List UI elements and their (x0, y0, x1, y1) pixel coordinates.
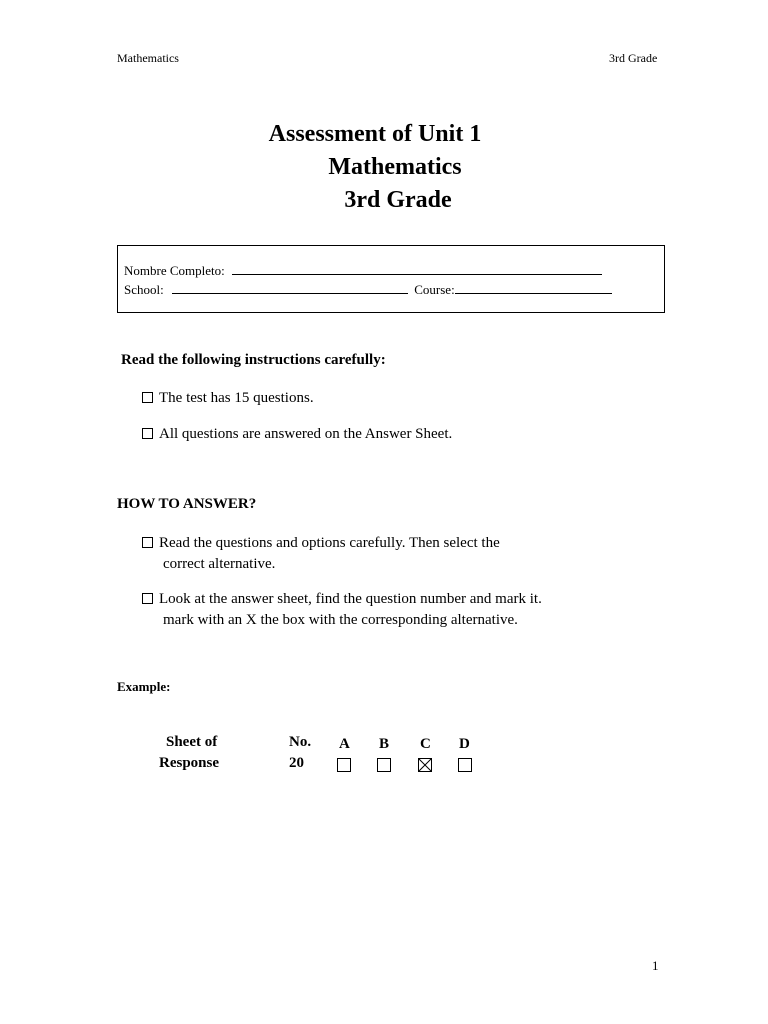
number-label: No. (289, 734, 312, 750)
x-mark-icon (419, 759, 431, 771)
school-course-row (124, 281, 612, 298)
how-item-2: Look at the answer sheet, find the question number and mark it. (142, 591, 542, 608)
option-label-b: B (379, 736, 390, 752)
sheet-label-line-2: Response (159, 755, 220, 771)
instruction-item-1: The test has 15 questions. (142, 390, 314, 407)
school-field[interactable] (172, 281, 408, 294)
how-item-1-continued: correct alternative. (163, 556, 276, 572)
student-info-box (117, 245, 665, 313)
checkbox-icon (142, 537, 153, 548)
title-line-2: Mathematics (328, 154, 462, 180)
instruction-item-2: All questions are answered on the Answer Sheet. (142, 426, 452, 443)
title-line-1: Assessment of Unit 1 (268, 121, 482, 147)
title-line-3: 3rd Grade (344, 187, 452, 213)
how-item-2-continued: mark with an X the box with the corresponding alternative. (163, 612, 518, 628)
answer-box-c[interactable] (418, 758, 432, 772)
name-label: Nombre Completo: (124, 263, 225, 278)
option-label-c: C (420, 736, 431, 752)
answer-box-a[interactable] (337, 758, 351, 772)
option-label-a: A (339, 736, 350, 752)
sheet-label-line-1: Sheet of (166, 734, 218, 750)
name-row (124, 262, 602, 279)
header-grade: 3rd Grade (609, 51, 658, 65)
example-label: Example: (117, 679, 171, 694)
course-label: Course: (414, 282, 455, 297)
page-number: 1 (652, 958, 659, 973)
checkbox-icon (142, 428, 153, 439)
checkbox-icon (142, 593, 153, 604)
option-label-d: D (459, 736, 470, 752)
checkbox-icon (142, 392, 153, 403)
how-to-answer-heading: HOW TO ANSWER? (117, 496, 257, 512)
school-label: School: (124, 282, 164, 297)
header-subject: Mathematics (117, 51, 179, 65)
name-field[interactable] (232, 262, 602, 275)
answer-box-d[interactable] (458, 758, 472, 772)
answer-box-b[interactable] (377, 758, 391, 772)
question-number: 20 (289, 755, 304, 771)
instructions-heading: Read the following instructions carefully: (121, 352, 386, 368)
how-item-1: Read the questions and options carefully. Then select the (142, 535, 500, 552)
course-field[interactable] (455, 281, 612, 294)
